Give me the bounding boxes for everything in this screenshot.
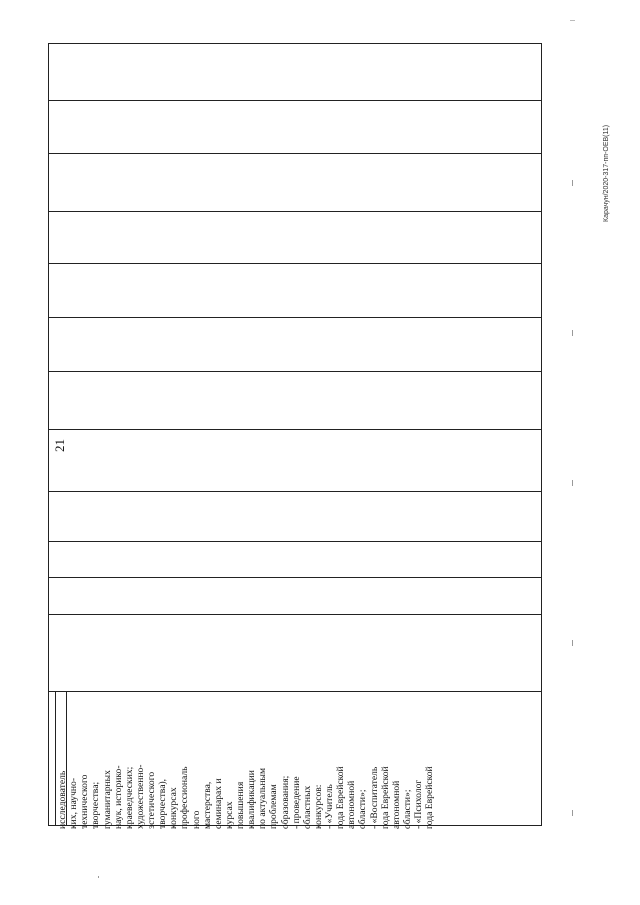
column-divider	[55, 691, 56, 825]
cell-line: повышения	[235, 781, 246, 829]
cell-line: - «Воспитатель	[368, 766, 380, 829]
row-divider	[49, 371, 541, 372]
row-divider	[49, 429, 541, 430]
scan-dot	[572, 480, 573, 486]
cell-line: года Еврейской	[335, 766, 347, 829]
cell-line: года Еврейской	[424, 766, 436, 829]
cell-line: профессиональ	[179, 766, 191, 829]
row-divider	[49, 541, 541, 542]
cell-line: художественно-	[134, 764, 146, 829]
scan-dot	[572, 330, 573, 336]
cell-line: гуманитарных	[101, 770, 113, 829]
row-divider	[49, 153, 541, 154]
cell-line: - проведение	[290, 776, 302, 829]
row-divider	[49, 491, 541, 492]
cell-line: года Еврейской	[379, 766, 391, 829]
cell-line: ких, научно-	[68, 777, 80, 829]
cell-line: технического	[79, 774, 91, 829]
scan-dot	[572, 640, 573, 646]
cell-line: наук, историко-	[112, 765, 124, 829]
cell-line: краеведческих;	[123, 766, 135, 829]
cell-line: эстетического	[146, 771, 157, 829]
cell-line: - «Психолог	[413, 779, 424, 829]
table-grid	[48, 43, 542, 826]
document-stamp: Карачун/2020-317-пп-ОЕВ(11)	[603, 124, 610, 222]
cell-line: мастерства,	[201, 781, 213, 829]
row-divider	[49, 100, 541, 101]
scan-dot	[98, 876, 99, 878]
cell-line: квалификации	[246, 770, 258, 829]
row-divider	[49, 614, 541, 615]
scan-mark	[570, 20, 575, 21]
page-number: 21	[52, 439, 67, 452]
row-divider	[49, 211, 541, 212]
cell-line: области»;	[401, 789, 413, 829]
cell-line: проблемам	[268, 784, 280, 829]
cell-line: курсах	[223, 801, 235, 829]
row-divider	[49, 263, 541, 264]
cell-line: автономной	[390, 780, 402, 829]
cell-line: творчества),	[157, 778, 169, 829]
row-divider	[49, 317, 541, 318]
cell-line: автономной	[346, 780, 358, 829]
cell-line: ного	[190, 810, 202, 829]
table-cell-text	[57, 764, 435, 829]
scan-dot	[572, 180, 573, 186]
cell-line: семинарах и	[212, 778, 224, 829]
cell-line: области»;	[357, 789, 369, 829]
cell-line: конкурсах	[168, 787, 180, 829]
cell-line: образования;	[279, 775, 291, 829]
cell-line: областных	[301, 785, 313, 829]
cell-line: конкурсов:	[312, 784, 324, 829]
cell-line: исследователь	[57, 770, 68, 829]
row-divider	[49, 577, 541, 578]
cell-line: - «Учитель	[324, 784, 335, 829]
cell-line: по актуальным	[257, 767, 269, 829]
row-divider	[49, 691, 541, 692]
scan-dot	[572, 810, 573, 816]
cell-line: творчества;	[90, 781, 102, 829]
